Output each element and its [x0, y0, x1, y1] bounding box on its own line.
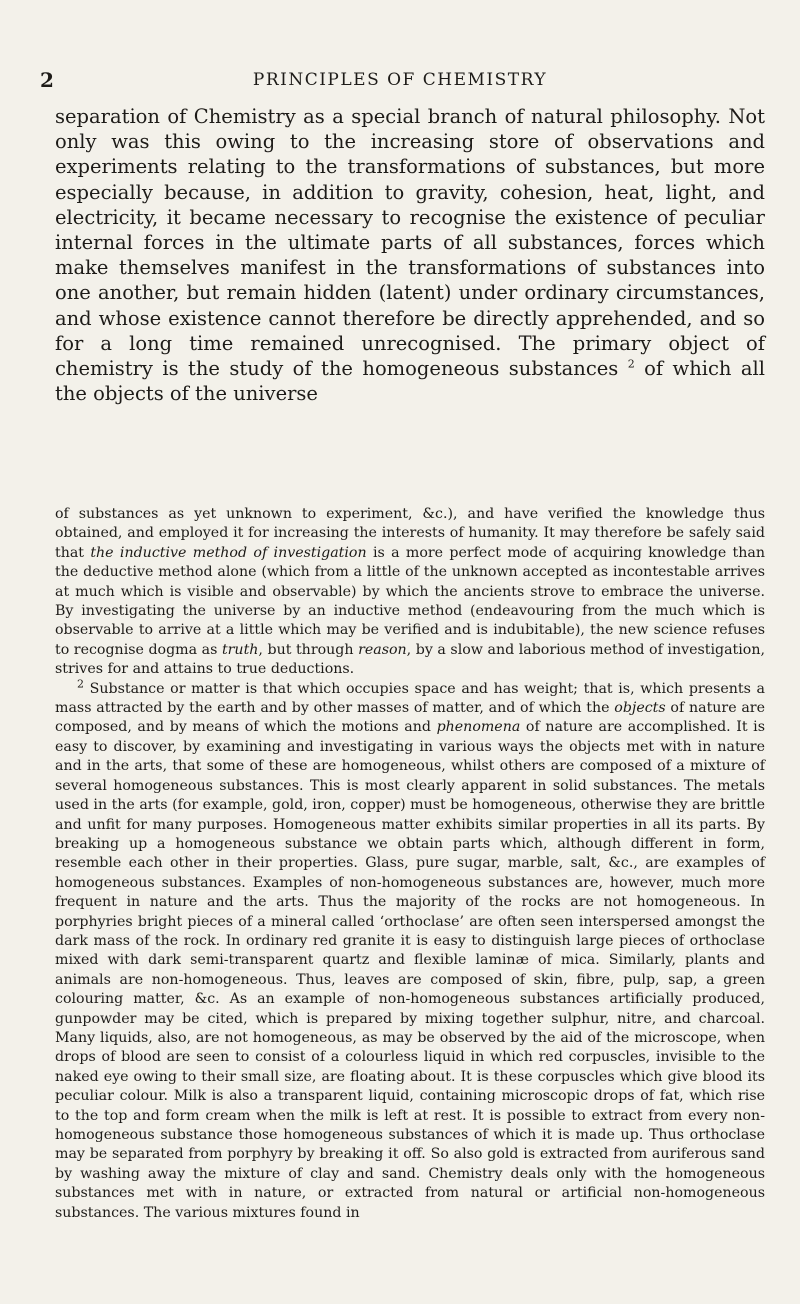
footnote-2-mark: 2 — [77, 676, 84, 690]
fn2-text-2: of nature are composed, and by means of which the motions and — [55, 700, 765, 736]
fn2-text-1: Substance or matter is that which occupies space and has weight; that is, which presents a mass attracted by the earth and by other masses of matter, and of which the — [55, 680, 765, 717]
fn1-italic-1: the inductive method of investigation — [90, 544, 367, 561]
fn1-text-2: is a more perfect mode of acquiring knowledge than the deductive method alone (which from a little of the unknown accepted as incontestable arrives at much which is visible and observable) by which the ancients strove to embrace the universe. By investigating the universe by an inductive method (endeavouring from the much which is observable to arrive at a little which may be verified and is indubitable), the new science refuses to recognise dogma as — [55, 544, 765, 658]
footnote-reference: 2 — [627, 357, 635, 371]
main-paragraph — [55, 104, 765, 406]
footnote-2 — [55, 676, 766, 1223]
main-paragraph-end: of which all the objects of the universe — [55, 357, 766, 406]
page-number: 2 — [40, 68, 54, 92]
page-header — [40, 58, 760, 98]
running-head: PRINCIPLES OF CHEMISTRY — [252, 70, 548, 90]
footnote-continued — [55, 505, 765, 680]
fn2-italic-1: objects — [614, 700, 666, 717]
fn1-italic-3: reason — [358, 641, 407, 658]
fn1-italic-2: truth — [221, 641, 259, 658]
fn1-text-4: , by a slow and laborious method of investigation, strives for and attains to true deductions. — [55, 641, 765, 678]
fn1-text-3: , but through — [258, 641, 354, 658]
fn1-text-1: of substances as yet unknown to experiment, &c.), and have verified the knowledge thus obtained, and employed it for increasing the interests of humanity. It may therefore be safely said that — [55, 506, 765, 561]
fn2-text-3: of nature are accomplished. It is easy to discover, by examining and investigating in various ways the objects met with in nature and in the arts, that some of these are homogeneous, whilst others are composed of a mixture of several homogeneous substances. This is most clearly apparent in solid substances. The metals used in the arts (for example, gold, iron, copper) must be homogeneous, otherwise they are brittle and unfit for many purposes. Homogeneous matter exhibits similar properties in all its parts. By breaking up a homogeneous substance we obtain parts which, although different in form, resemble each other in their properties. Glass, pure sugar, marble, salt, &c., are examples of homogeneous substances. Examples of non-homogeneous substances are, however, much more frequent in nature and the arts. Thus the majority of the rocks are not homogeneous. In porphyries bright pieces of a mineral called ‘orthoclase’ are often seen interspersed amongst the dark mass of the rock. In ordinary red granite it is easy to distinguish large pieces of orthoclase mixed with dark semi-transparent quartz and flexible laminæ of mica. Similarly, plants and animals are non-homogeneous. Thus, leaves are composed of skin, fibre, pulp, sap, a green colouring matter, &c. As an example of non-homogeneous substances artificially produced, gunpowder may be cited, which is prepared by mixing together sulphur, nitre, and charcoal. Many liquids, also, are not homogeneous, as may be observed by the aid of the microscope, when drops of blood are seen to consist of a colourless liquid in which red corpuscles, invisible to the naked eye owing to their small size, are floating about. It is these corpuscles which give blood its peculiar colour. Milk is also a transparent liquid, containing microscopic drops of fat, which rise to the top and form cream when the milk is left at rest. It is possible to extract from every non-homogeneous substance those homogeneous substances of which it is made up. Thus orthoclase may be separated from porphyry by breaking it off. So also gold is extracted from auriferous sand by washing away the mixture of clay and sand. Chemistry deals only with the homogeneous substances met with in nature, or extracted from natural or artificial non-homogeneous substances. The various mixtures found in — [55, 719, 766, 1221]
footnotes — [55, 505, 765, 1223]
main-paragraph-text: separation of Chemistry as a special branch of natural philosophy. Not only was this owing to the increasing store of observations and experiments relating to the transformations of substances, but more especially because, in addition to gravity, cohesion, heat, light, and electricity, it became necessary to recognise the existence of peculiar internal forces in the ultimate parts of all substances, forces which make themselves manifest in the transformations of substances into one another, but remain hidden (latent) under ordinary circumstances, and whose existence cannot therefore be directly apprehended, and so for a long time remained unrecognised. The primary object of chemistry is the study of the homogeneous substances — [55, 105, 765, 381]
fn2-italic-2: phenomena — [436, 719, 521, 736]
